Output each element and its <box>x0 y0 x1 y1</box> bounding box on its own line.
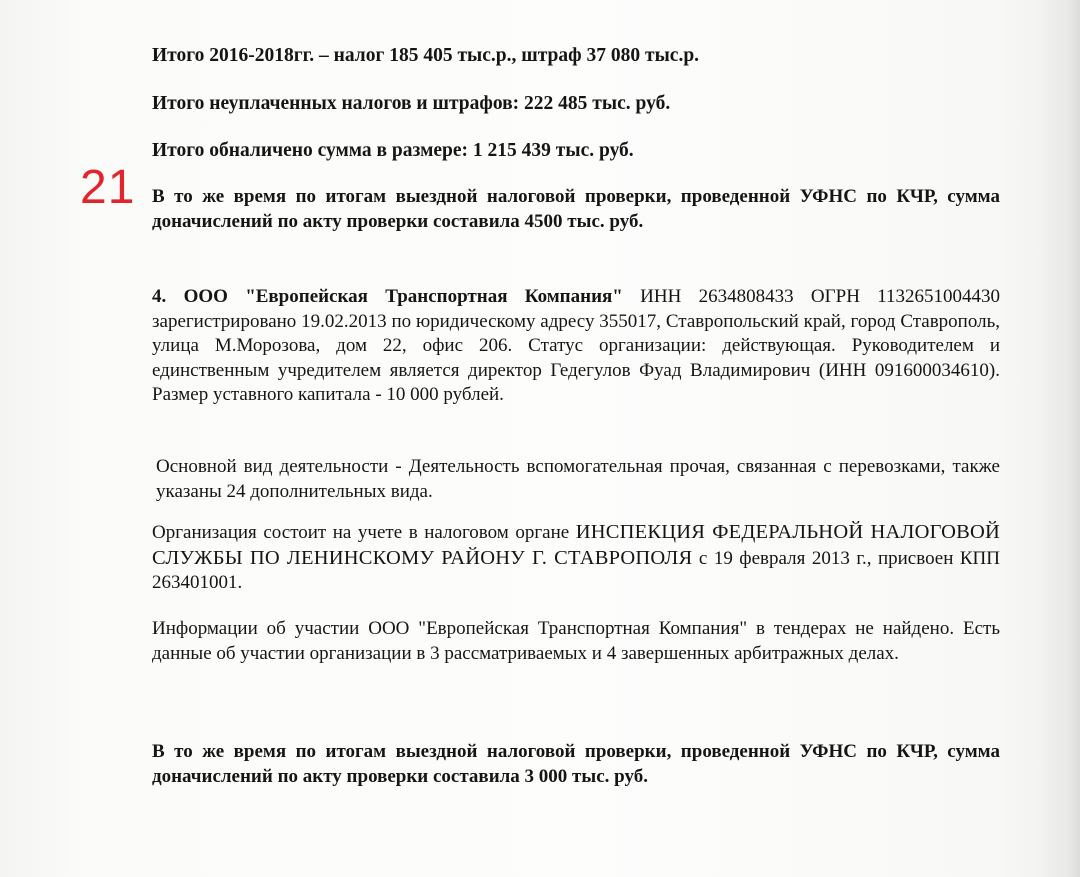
inspection-note-1: В то же время по итогам выездной налоговой проверки, проведенной УФНС по КЧР, сумма доначислений по акту проверки составила 4500 тыс. руб. <box>152 186 1000 232</box>
company-tax-registration-paragraph <box>152 520 1000 596</box>
inspection-note-2: В то же время по итогам выездной налоговой проверки, проведенной УФНС по КЧР, сумма доначислений по акту проверки составила 3 000 тыс. руб. <box>152 741 1000 787</box>
company-name: ООО "Европейская Транспортная Компания" <box>183 286 623 307</box>
page-edge-shadow <box>1040 0 1080 877</box>
company-tenders-paragraph: Информации об участии ООО "Европейская Транспортная Компания" в тендерах не найдено. Есть данные об участии организации в 3 рассматриваемых и 4 завершенных арбитражных делах. <box>152 618 1000 664</box>
summary-total-unpaid: Итого неуплаченных налогов и штрафов: 222 485 тыс. руб. <box>152 93 671 114</box>
company-registration-text: ИНН 2634808433 ОГРН 1132651004430 зарегистрировано 19.02.2013 по юридическому адресу 355017, Ставропольский край, город Ставрополь, улица М.Морозова, дом 22, офис 206. Статус организации: действующая. Руководителем и единственным учредителем является директор Гедегулов Фуад Владимирович (ИНН 091600034610). Размер уставного капитала - 10 000 рублей. <box>152 286 1001 405</box>
tax-authority-name: ИНСПЕКЦИЯ ФЕДЕРАЛЬНОЙ НАЛОГОВОЙ СЛУЖБЫ ПО ЛЕНИНСКОМУ РАЙОНУ Г. СТАВРОПОЛЯ <box>152 521 1000 569</box>
page-number-annotation: 21 <box>80 161 136 214</box>
company-activity-paragraph: Основной вид деятельности - Деятельность вспомогательная прочая, связанная с перевозками, также указаны 24 дополнительных вида. <box>156 456 1000 502</box>
summary-total-cashed: Итого обналичено сумма в размере: 1 215 439 тыс. руб. <box>152 140 634 161</box>
company-registration-paragraph <box>152 285 1000 408</box>
company-section-number: 4. <box>152 286 167 307</box>
tax-registration-prefix: Организация состоит на учете в налоговом органе <box>152 522 576 543</box>
tax-registration-suffix: с 19 февраля 2013 г., присвоен КПП 263401001. <box>152 547 1001 593</box>
summary-total-2016-2018: Итого 2016-2018гг. – налог 185 405 тыс.р., штраф 37 080 тыс.р. <box>152 45 700 66</box>
